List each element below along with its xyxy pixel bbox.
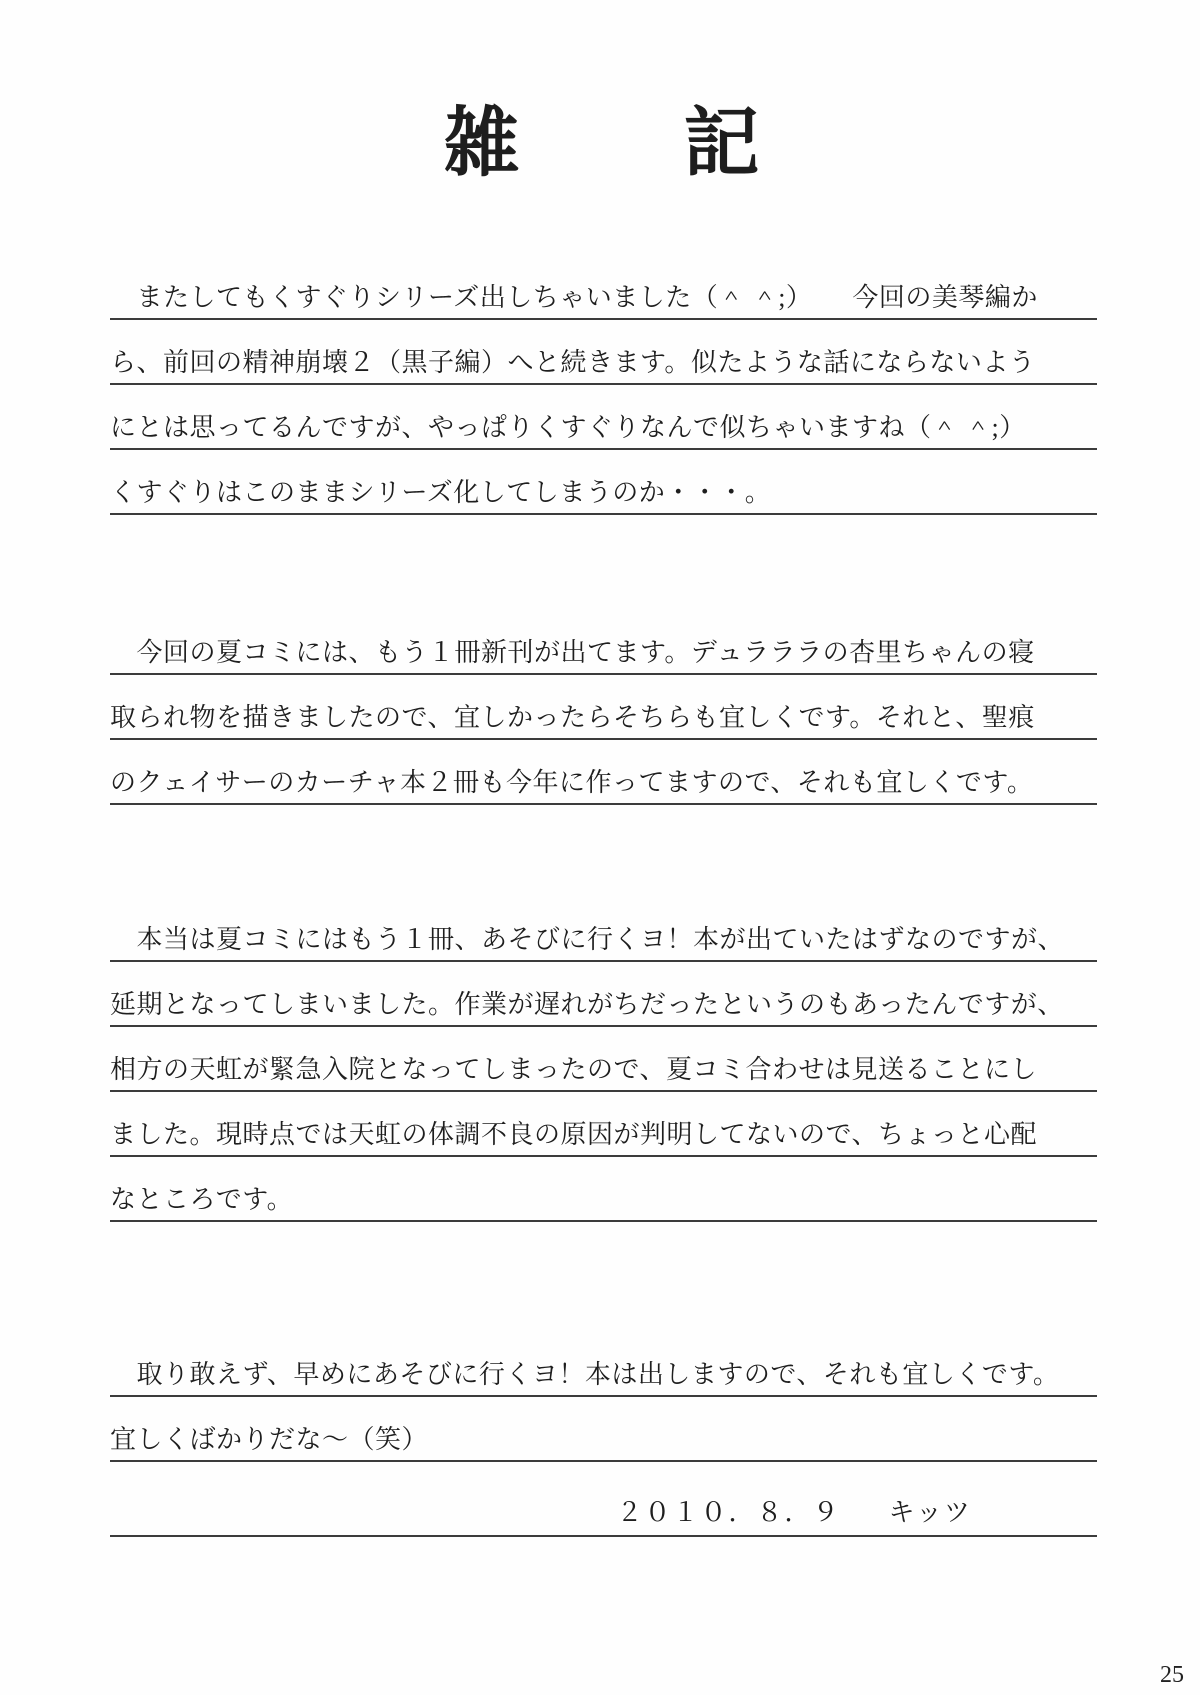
text-line: ました。現時点では天虹の体調不良の原因が判明してないので、ちょっと心配 — [110, 1092, 1097, 1157]
paragraph-3 — [110, 897, 1097, 1222]
text-line: にとは思ってるんですが、やっぱりくすぐりなんで似ちゃいますね（＾ ＾;） — [110, 385, 1097, 450]
text-line: 取られ物を描きましたので、宜しかったらそちらも宜しくです。それと、聖痕 — [110, 675, 1097, 740]
text-line: 取り敢えず、早めにあそびに行くヨ！本は出しますので、それも宜しくです。 — [110, 1332, 1097, 1397]
paragraph-4 — [110, 1332, 1097, 1537]
paragraph-2 — [110, 610, 1097, 805]
page-number: 25 — [1160, 1662, 1184, 1688]
page-title: 雑 記 — [443, 102, 764, 186]
text-line: 本当は夏コミにはもう１冊、あそびに行くヨ！本が出ていたはずなのですが、 — [110, 897, 1097, 962]
paragraph-1 — [110, 255, 1097, 515]
page-content — [110, 0, 1097, 1537]
text-line: 相方の天虹が緊急入院となってしまったので、夏コミ合わせは見送ることにし — [110, 1027, 1097, 1092]
text-line: 宜しくばかりだな〜（笑） — [110, 1397, 1097, 1462]
text-line: のクェイサーのカーチャ本２冊も今年に作ってますので、それも宜しくです。 — [110, 740, 1097, 805]
signature-author: キッツ — [888, 1498, 972, 1527]
text-line: くすぐりはこのままシリーズ化してしまうのか・・・。 — [110, 450, 1097, 515]
text-line: ら、前回の精神崩壊２（黒子編）へと続きます。似たような話にならないよう — [110, 320, 1097, 385]
text-line: 今回の夏コミには、もう１冊新刊が出てます。デュラララの杏里ちゃんの寝 — [110, 610, 1097, 675]
text-line: 延期となってしまいました。作業が遅れがちだったというのもあったんですが、 — [110, 962, 1097, 1027]
text-line: なところです。 — [110, 1157, 1097, 1222]
signature-date: ２０１０．８．９ — [616, 1498, 841, 1527]
signature-line — [110, 1462, 1097, 1537]
text-line: またしてもくすぐりシリーズ出しちゃいました（＾ ＾;） 今回の美琴編か — [110, 255, 1097, 320]
